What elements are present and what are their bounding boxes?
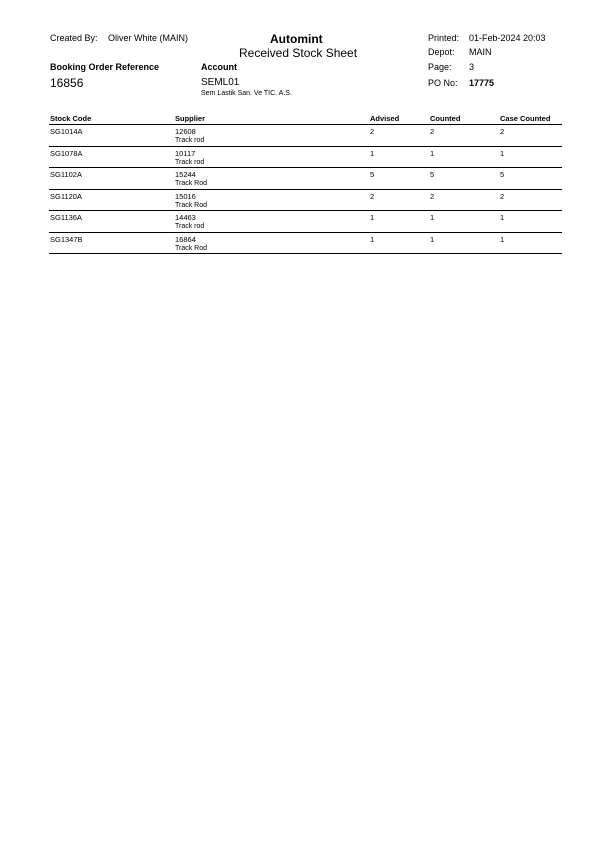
stock-code-cell: SG1014A: [50, 127, 83, 136]
col-advised: Advised: [370, 114, 400, 123]
item-description: Track rod: [175, 137, 205, 144]
item-description: Track Rod: [175, 201, 208, 209]
col-supplier: Supplier: [175, 114, 206, 123]
booking-ref-value: 16856: [50, 76, 84, 90]
col-stock-code: Stock Code: [50, 114, 92, 123]
stock-code-cell: SG1347B: [50, 234, 83, 244]
supplier-code: 14463: [175, 213, 196, 222]
supplier-cell: [175, 213, 204, 230]
stock-code-cell: SG1078A: [50, 148, 83, 158]
advised-cell: 5: [370, 170, 375, 179]
case-counted-cell: 1: [500, 234, 505, 244]
advised-cell: 2: [370, 127, 375, 136]
po-value: 17775: [469, 78, 495, 88]
counted-cell: 2: [430, 127, 435, 136]
supplier-code: 10117: [175, 148, 196, 158]
stock-table: [49, 114, 562, 254]
page-label: Page:: [428, 62, 452, 72]
supplier-code: 16864: [175, 234, 196, 244]
report-title: Received Stock Sheet: [239, 46, 358, 60]
col-counted: Counted: [430, 114, 461, 123]
page-value: 3: [469, 62, 475, 72]
stock-code-cell: SG1136A: [50, 213, 82, 222]
table-row: [49, 125, 562, 147]
item-description: Track Rod: [175, 244, 208, 252]
po-label: PO No:: [428, 78, 458, 88]
case-counted-cell: 2: [500, 127, 505, 136]
counted-cell: 5: [430, 170, 435, 179]
created-by-value: Oliver White (MAIN): [108, 33, 189, 43]
printed-label: Printed:: [428, 33, 460, 43]
supplier-cell: [175, 235, 207, 252]
supplier-code: 15016: [175, 191, 196, 201]
table-row: [49, 168, 562, 190]
company-name: Automint: [270, 32, 323, 46]
printed-value: 01-Feb-2024 20:03: [469, 33, 546, 43]
supplier-code: 12608: [175, 127, 196, 136]
item-description: Track Rod: [175, 180, 208, 187]
counted-cell: 2: [430, 191, 435, 201]
depot-value: MAIN: [469, 47, 492, 57]
depot-label: Depot:: [428, 47, 455, 57]
case-counted-cell: 2: [500, 191, 505, 201]
table-row: [49, 233, 562, 255]
account-code: SEML01: [201, 77, 240, 88]
table-header: [49, 114, 562, 125]
supplier-cell: [175, 192, 207, 209]
case-counted-cell: 1: [500, 148, 505, 158]
supplier-cell: [175, 149, 204, 166]
table-row: [49, 147, 562, 169]
table-row: [49, 211, 562, 233]
supplier-cell: [175, 127, 204, 144]
item-description: Track rod: [175, 223, 205, 230]
created-by-label: Created By:: [50, 33, 98, 43]
supplier-code: 15244: [175, 170, 196, 179]
advised-cell: 1: [370, 234, 375, 244]
stock-code-cell: SG1120A: [50, 191, 82, 201]
item-description: Track rod: [175, 158, 205, 166]
advised-cell: 1: [370, 213, 375, 222]
stock-code-cell: SG1102A: [50, 170, 82, 179]
case-counted-cell: 5: [500, 170, 505, 179]
table-row: [49, 190, 562, 212]
advised-cell: 2: [370, 191, 375, 201]
supplier-cell: [175, 170, 207, 187]
case-counted-cell: 1: [500, 213, 505, 222]
counted-cell: 1: [430, 213, 435, 222]
booking-ref-label: Booking Order Reference: [50, 62, 160, 72]
advised-cell: 1: [370, 148, 375, 158]
account-label: Account: [201, 62, 237, 72]
col-case-counted: Case Counted: [500, 114, 551, 123]
counted-cell: 1: [430, 148, 435, 158]
counted-cell: 1: [430, 234, 435, 244]
account-name: Sem Lastik San. Ve TIC. A.S.: [201, 90, 292, 97]
